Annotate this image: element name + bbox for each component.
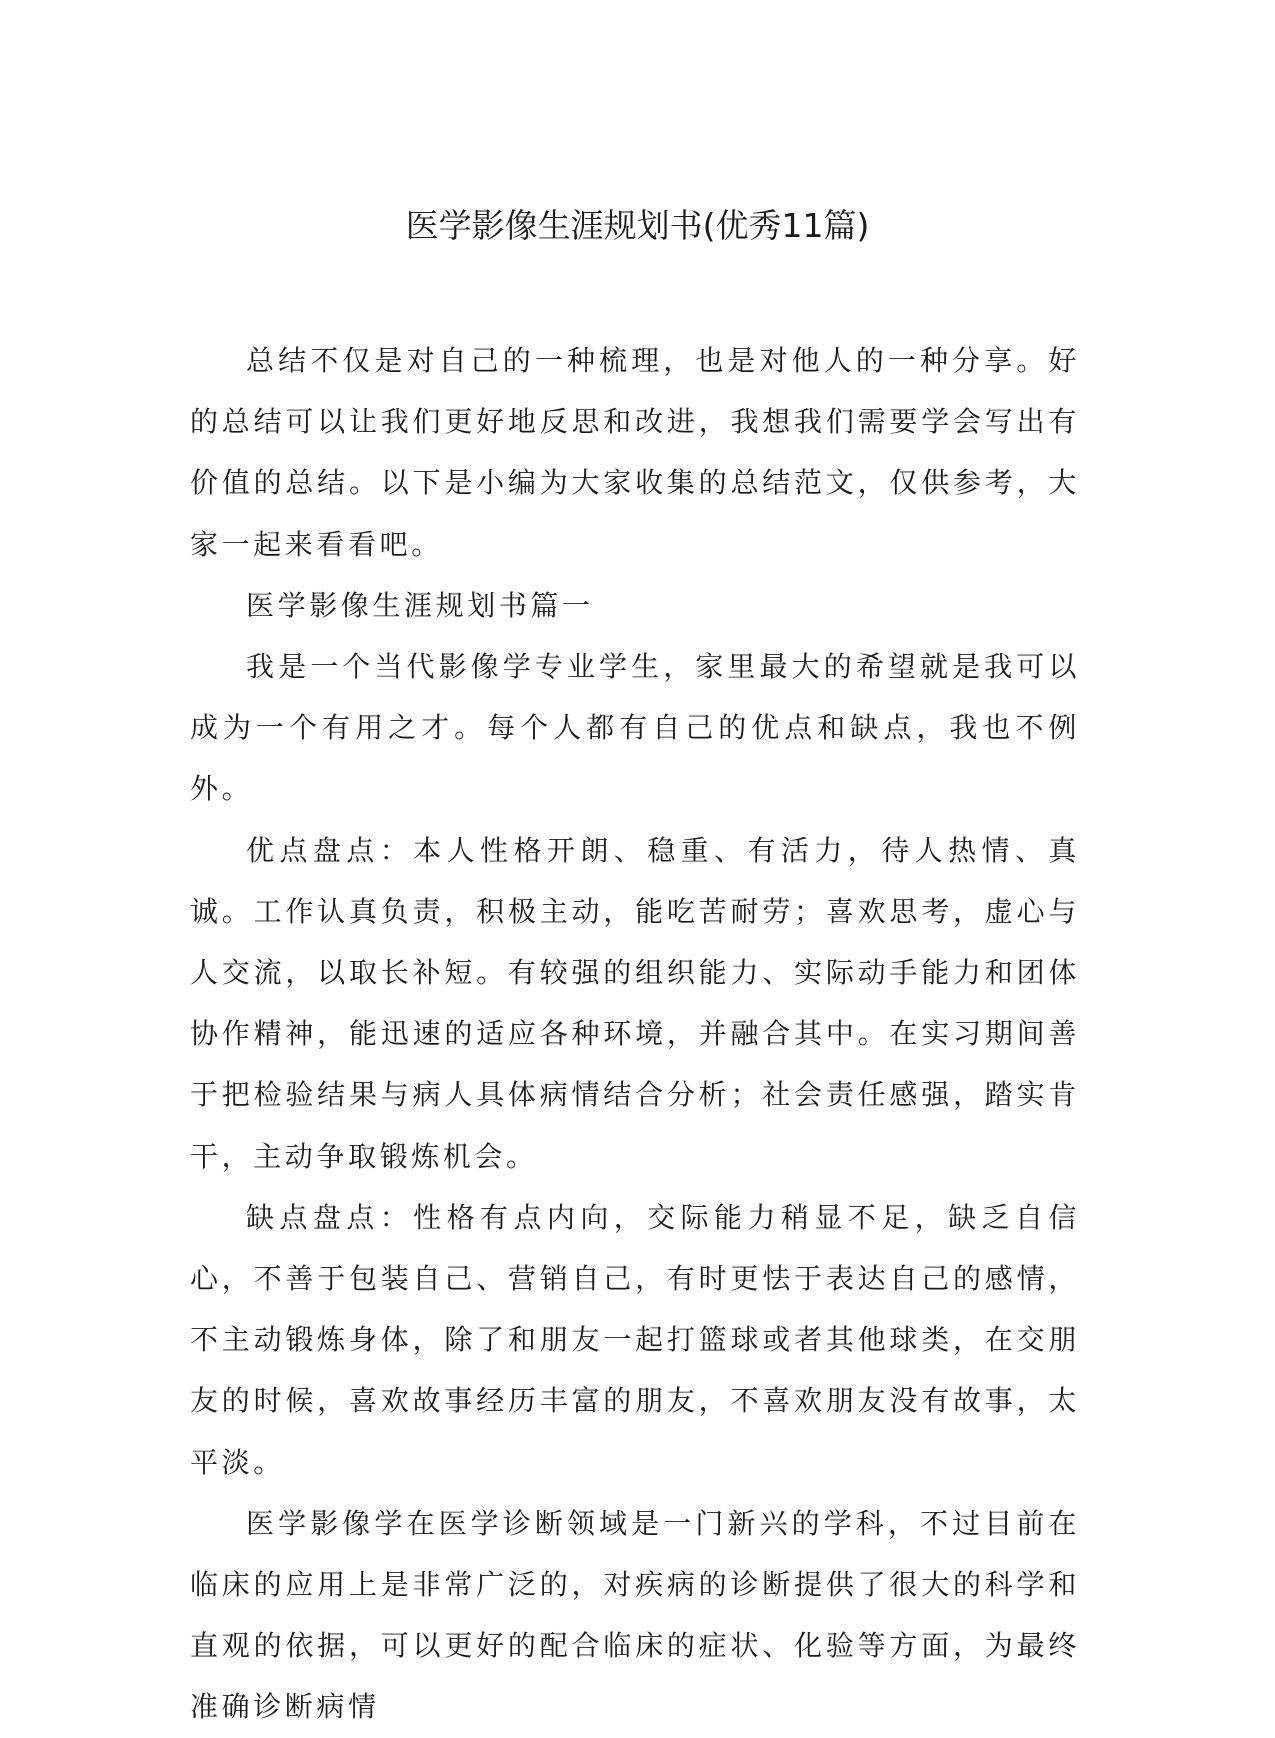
paragraph-intro: 总结不仅是对自己的一种梳理，也是对他人的一种分享。好的总结可以让我们更好地反思和改进，我想我们需要学会写出有价值的总结。以下是小编为大家收集的总结范文，仅供参考，大家一起来看看吧。 <box>190 344 1080 561</box>
paragraph-weaknesses: 缺点盘点：性格有点内向，交际能力稍显不足，缺乏自信心，不善于包装自己、营销自己，有时更怯于表达自己的感情，不主动锻炼身体，除了和朋友一起打篮球或者其他球类，在交朋友的时候，喜欢故事经历丰富的朋友，不喜欢朋友没有故事，太平淡。 <box>190 1200 1080 1479</box>
section-heading: 医学影像生涯规划书篇一 <box>246 588 594 622</box>
document-body <box>190 330 1080 1738</box>
paragraph-self-intro: 我是一个当代影像学专业学生，家里最大的希望就是我可以成为一个有用之才。每个人都有自己的优点和缺点，我也不例外。 <box>190 650 1080 806</box>
paragraph-field-overview: 医学影像学在医学诊断领域是一门新兴的学科，不过目前在临床的应用上是非常广泛的，对疾病的诊断提供了很大的科学和直观的依据，可以更好的配合临床的症状、化验等方面，为最终准确诊断病情 <box>190 1506 1080 1724</box>
paragraph-strengths: 优点盘点：本人性格开朗、稳重、有活力，待人热情、真诚。工作认真负责，积极主动，能吃苦耐劳；喜欢思考，虚心与人交流，以取长补短。有较强的组织能力、实际动手能力和团体协作精神，能迅速的适应各种环境，并融合其中。在实习期间善于把检验结果与病人具体病情结合分析；社会责任感强，踏实肯干，主动争取锻炼机会。 <box>190 833 1080 1173</box>
document-title: 医学影像生涯规划书(优秀11篇) <box>405 206 870 245</box>
